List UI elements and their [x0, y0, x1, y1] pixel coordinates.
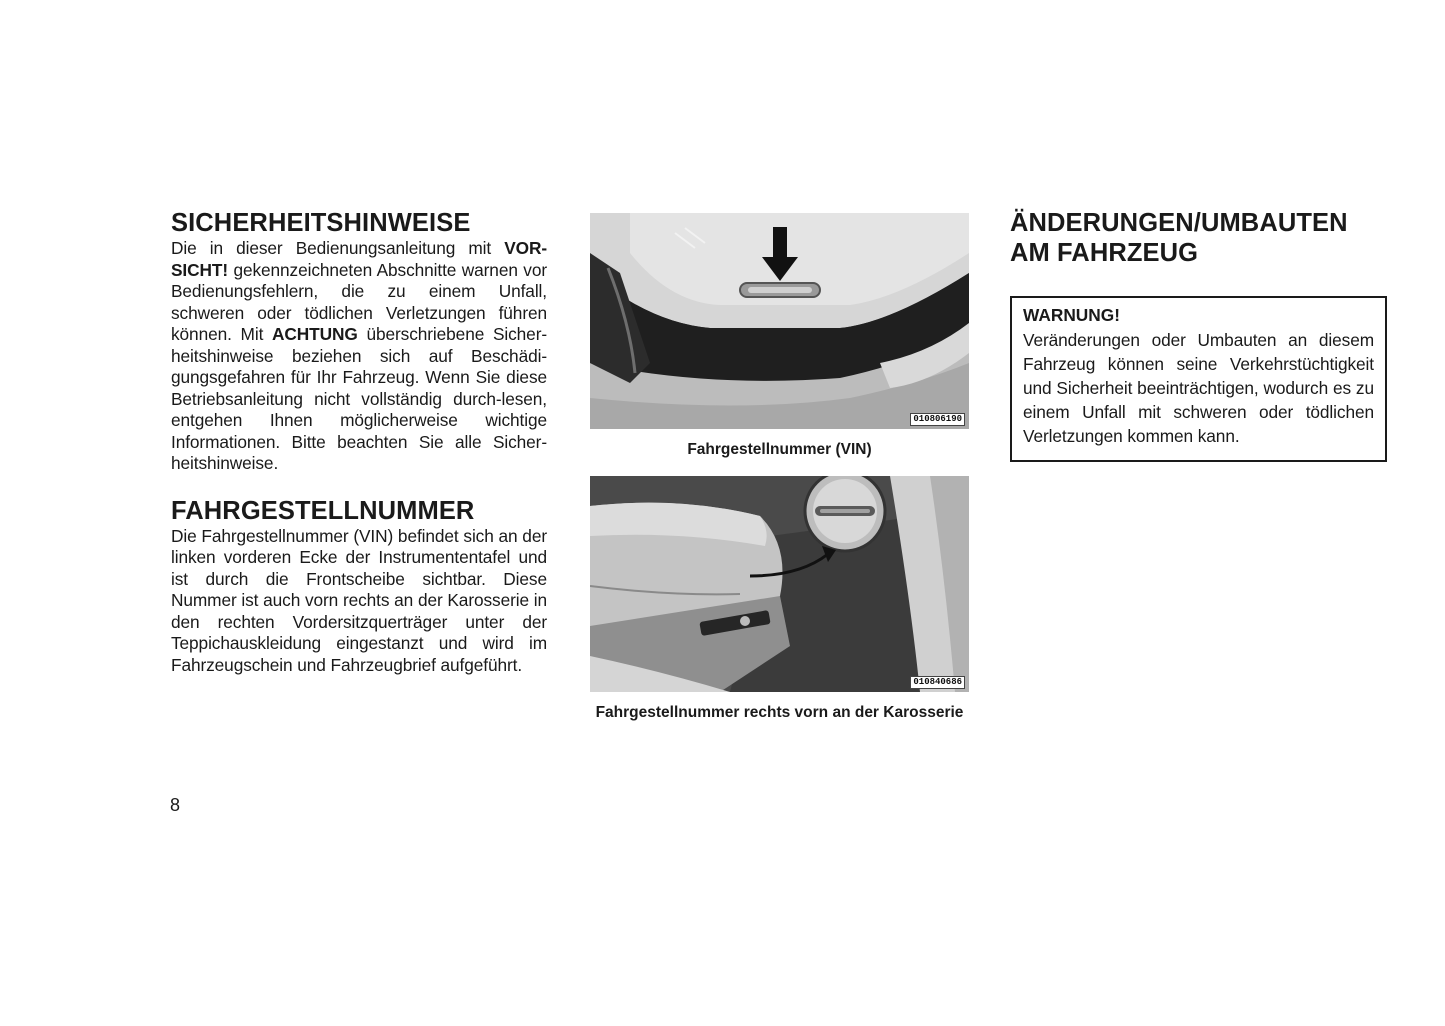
- dashboard-photo-illustration: [590, 213, 969, 429]
- safety-text-mid: gekennzeichneten Abschnitte warnen vor Bedienungsfehlern, die zu einem Unfall, schweren oder tödlichen Verletzungen führen können. Mit: [171, 259, 547, 344]
- warning-box: [1010, 296, 1387, 462]
- section-title-vin: FAHRGESTELLNUMMER: [171, 496, 475, 525]
- seat-floor-photo-illustration: [590, 476, 969, 692]
- figure-vin-body: [590, 476, 969, 692]
- figure-code-1: 010806190: [910, 413, 965, 426]
- safety-bold-caution: VOR-SICHT!: [171, 238, 547, 280]
- warning-text: Veränderungen oder Umbauten an diesem Fahrzeug können seine Verkehrstüchtigkeit und Sicherheit beeinträchtigen, wodurch es zu einem Unfall mit schweren oder tödlichen Verletzungen kommen kann.: [1023, 330, 1374, 446]
- figure-caption-1: Fahrgestellnummer (VIN): [687, 441, 872, 458]
- right-column: [1010, 208, 1386, 462]
- warning-label: WARNUNG!: [1023, 305, 1120, 325]
- safety-paragraph: [171, 238, 547, 475]
- figure-caption-2: Fahrgestellnummer rechts vorn an der Karosserie: [595, 703, 964, 721]
- safety-bold-attention: ACHTUNG: [272, 324, 358, 344]
- vin-paragraph: Die Fahrgestellnummer (VIN) befindet sich an der linken vorderen Ecke der Instrumententafel und ist durch die Frontscheibe sichtbar. Diese Nummer ist auch vorn rechts an der Karosserie in den rechten Vordersitzquerträger unter der Teppichauskleidung eingestanzt und wird im Fahrzeugschein und Fahrzeugbrief aufgeführt.: [171, 525, 547, 675]
- figure-code-2: 010840686: [910, 676, 965, 689]
- left-column: [171, 208, 547, 676]
- safety-text-start: Die in dieser Bedienungsanleitung mit: [171, 238, 505, 258]
- section-title-safety: SICHERHEITSHINWEISE: [171, 209, 471, 237]
- safety-text-end: überschriebene Sicher-heitshinweise beziehen sich auf Beschädi-gungsgefahren für Ihr Fahrzeug. Wenn Sie diese Betriebsanleitung nicht vollständig durch-lesen, entgehen Ihnen möglicherweise wichtige Informationen. Bitte beachten Sie alle Sicher-heitshinweise.: [171, 324, 547, 473]
- figure-vin-dashboard: [590, 213, 969, 429]
- section-title-modifications: ÄNDERUNGEN/UMBAUTEN AM FAHRZEUG: [1010, 209, 1348, 267]
- figure-column: [590, 213, 969, 722]
- page-number: 8: [170, 795, 181, 815]
